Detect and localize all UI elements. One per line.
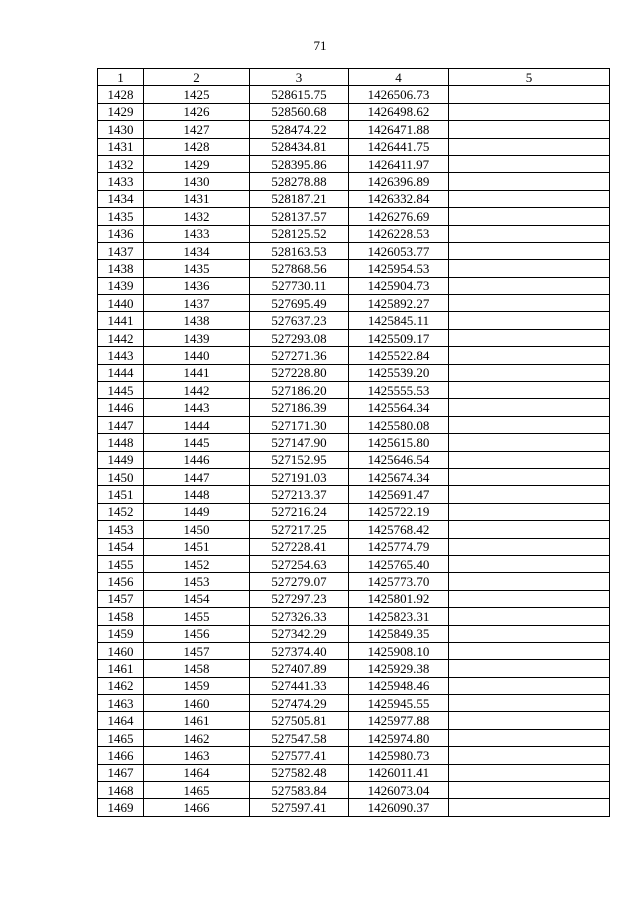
table-cell: 528474.22 <box>250 121 349 138</box>
table-cell: 1446 <box>98 399 144 416</box>
table-cell: 527505.81 <box>250 712 349 729</box>
table-row <box>98 747 610 764</box>
table-cell: 1425801.92 <box>349 590 449 607</box>
table-cell: 1425691.47 <box>349 486 449 503</box>
table-row <box>98 677 610 694</box>
table-row <box>98 608 610 625</box>
table-cell <box>449 121 610 138</box>
table-cell <box>449 590 610 607</box>
table-cell: 528137.57 <box>250 208 349 225</box>
table-cell: 528163.53 <box>250 242 349 259</box>
table-row <box>98 712 610 729</box>
table-cell: 527271.36 <box>250 347 349 364</box>
table-cell: 1451 <box>144 538 250 555</box>
table-cell: 1425555.53 <box>349 382 449 399</box>
table-cell: 1425980.73 <box>349 747 449 764</box>
table-cell: 1426506.73 <box>349 86 449 103</box>
table-cell: 1425823.31 <box>349 608 449 625</box>
table-cell: 527213.37 <box>250 486 349 503</box>
table-cell <box>449 190 610 207</box>
table-cell: 1426276.69 <box>349 208 449 225</box>
table-cell: 1467 <box>98 764 144 781</box>
table-cell: 1448 <box>98 434 144 451</box>
table-cell: 1438 <box>98 260 144 277</box>
table-row <box>98 538 610 555</box>
table-cell <box>449 764 610 781</box>
table-cell <box>449 677 610 694</box>
table-cell: 1455 <box>144 608 250 625</box>
table-cell: 527171.30 <box>250 416 349 433</box>
table-row <box>98 555 610 572</box>
table-cell: 527547.58 <box>250 729 349 746</box>
table-cell: 1437 <box>98 242 144 259</box>
table-cell: 1464 <box>98 712 144 729</box>
table-cell: 527326.33 <box>250 608 349 625</box>
table-row <box>98 242 610 259</box>
table-cell: 527374.40 <box>250 642 349 659</box>
table-row <box>98 729 610 746</box>
column-header: 3 <box>250 69 349 86</box>
table-row <box>98 625 610 642</box>
table-cell: 527228.41 <box>250 538 349 555</box>
table-cell: 1426332.84 <box>349 190 449 207</box>
table-cell: 1430 <box>144 173 250 190</box>
table-cell: 1462 <box>144 729 250 746</box>
table-cell: 1425539.20 <box>349 364 449 381</box>
table-cell: 1453 <box>98 521 144 538</box>
table-cell: 527637.23 <box>250 312 349 329</box>
table-row <box>98 347 610 364</box>
table-cell: 1425892.27 <box>349 295 449 312</box>
table-cell: 527191.03 <box>250 468 349 485</box>
table-row <box>98 155 610 172</box>
table-row <box>98 695 610 712</box>
table-cell: 1426053.77 <box>349 242 449 259</box>
table-cell: 527582.48 <box>250 764 349 781</box>
table-cell: 1443 <box>98 347 144 364</box>
table-cell: 1457 <box>144 642 250 659</box>
table-row <box>98 642 610 659</box>
table-cell: 1425615.80 <box>349 434 449 451</box>
table-cell: 1425773.70 <box>349 573 449 590</box>
table-cell <box>449 382 610 399</box>
table-cell: 1454 <box>144 590 250 607</box>
coordinates-table <box>97 68 610 817</box>
table-row <box>98 503 610 520</box>
table-cell: 1428 <box>98 86 144 103</box>
table-header <box>98 69 610 86</box>
table-cell: 1465 <box>144 782 250 799</box>
table-cell: 1425908.10 <box>349 642 449 659</box>
table-cell: 527293.08 <box>250 329 349 346</box>
table-cell: 1469 <box>98 799 144 816</box>
table-cell: 1462 <box>98 677 144 694</box>
table-cell: 1425904.73 <box>349 277 449 294</box>
page-number: 71 <box>313 38 327 53</box>
table-row <box>98 660 610 677</box>
column-header: 4 <box>349 69 449 86</box>
column-header: 5 <box>449 69 610 86</box>
table-cell: 1426073.04 <box>349 782 449 799</box>
table-cell: 1441 <box>144 364 250 381</box>
table-cell <box>449 225 610 242</box>
table-cell: 527147.90 <box>250 434 349 451</box>
table-cell: 1438 <box>144 312 250 329</box>
table-cell: 1443 <box>144 399 250 416</box>
table-cell: 1426396.89 <box>349 173 449 190</box>
table-cell <box>449 364 610 381</box>
table-cell: 1441 <box>98 312 144 329</box>
table-cell: 1425509.17 <box>349 329 449 346</box>
table-cell: 1425774.79 <box>349 538 449 555</box>
table-cell: 1432 <box>144 208 250 225</box>
table-row <box>98 260 610 277</box>
table-cell: 527186.39 <box>250 399 349 416</box>
table-cell: 527441.33 <box>250 677 349 694</box>
table-cell: 1433 <box>98 173 144 190</box>
table-cell <box>449 347 610 364</box>
table-cell: 1453 <box>144 573 250 590</box>
table-cell: 1425 <box>144 86 250 103</box>
table-cell <box>449 173 610 190</box>
table-cell: 527695.49 <box>250 295 349 312</box>
table-cell: 1456 <box>98 573 144 590</box>
table-cell: 1425977.88 <box>349 712 449 729</box>
table-cell: 1450 <box>144 521 250 538</box>
table-cell <box>449 208 610 225</box>
table-cell <box>449 729 610 746</box>
table-cell: 1435 <box>98 208 144 225</box>
table-cell: 1463 <box>144 747 250 764</box>
table-cell: 1427 <box>144 121 250 138</box>
table-cell: 527342.29 <box>250 625 349 642</box>
table-row <box>98 329 610 346</box>
table-cell: 1458 <box>144 660 250 677</box>
table-cell: 1426228.53 <box>349 225 449 242</box>
column-header: 2 <box>144 69 250 86</box>
table-cell: 1459 <box>98 625 144 642</box>
table-cell: 527297.23 <box>250 590 349 607</box>
table-cell: 1447 <box>144 468 250 485</box>
table-cell: 1431 <box>98 138 144 155</box>
table-cell: 1440 <box>98 295 144 312</box>
table-row <box>98 573 610 590</box>
table-cell: 1444 <box>98 364 144 381</box>
table-cell <box>449 660 610 677</box>
table-cell: 1425845.11 <box>349 312 449 329</box>
table-cell: 1429 <box>144 155 250 172</box>
table-cell: 528187.21 <box>250 190 349 207</box>
table-cell: 1445 <box>98 382 144 399</box>
table-cell: 1425768.42 <box>349 521 449 538</box>
table-cell <box>449 486 610 503</box>
table-row <box>98 138 610 155</box>
table-cell: 1449 <box>98 451 144 468</box>
table-cell: 1425580.08 <box>349 416 449 433</box>
table-cell: 1442 <box>98 329 144 346</box>
table-cell: 1432 <box>98 155 144 172</box>
table-cell: 528434.81 <box>250 138 349 155</box>
table-cell <box>449 712 610 729</box>
table-cell: 1464 <box>144 764 250 781</box>
table-cell <box>449 625 610 642</box>
table-cell: 1457 <box>98 590 144 607</box>
table-row <box>98 208 610 225</box>
table-cell: 1451 <box>98 486 144 503</box>
table-cell <box>449 538 610 555</box>
table-cell: 1450 <box>98 468 144 485</box>
table-row <box>98 225 610 242</box>
table-cell: 527217.25 <box>250 521 349 538</box>
table-cell <box>449 416 610 433</box>
table-cell <box>449 399 610 416</box>
table-cell: 1463 <box>98 695 144 712</box>
table-cell <box>449 242 610 259</box>
table-row <box>98 121 610 138</box>
table-cell <box>449 695 610 712</box>
table-cell: 1468 <box>98 782 144 799</box>
table-cell: 1425948.46 <box>349 677 449 694</box>
table-cell <box>449 642 610 659</box>
table-cell: 1440 <box>144 347 250 364</box>
table-cell <box>449 799 610 816</box>
table-cell: 1425674.34 <box>349 468 449 485</box>
table-cell: 528125.52 <box>250 225 349 242</box>
table-cell <box>449 573 610 590</box>
table-row <box>98 764 610 781</box>
table-cell: 1425929.38 <box>349 660 449 677</box>
table-cell <box>449 521 610 538</box>
table-cell <box>449 329 610 346</box>
table-cell <box>449 608 610 625</box>
table-row <box>98 173 610 190</box>
table-row <box>98 312 610 329</box>
table-cell: 528395.86 <box>250 155 349 172</box>
table-cell: 1425974.80 <box>349 729 449 746</box>
table-cell: 1434 <box>98 190 144 207</box>
table-cell <box>449 86 610 103</box>
table-cell: 527407.89 <box>250 660 349 677</box>
table-row <box>98 103 610 120</box>
table-row <box>98 277 610 294</box>
table-cell: 1425522.84 <box>349 347 449 364</box>
table-row <box>98 364 610 381</box>
table-cell <box>449 451 610 468</box>
table-cell: 527152.95 <box>250 451 349 468</box>
header-row <box>98 69 610 86</box>
table-cell: 1436 <box>98 225 144 242</box>
table-row <box>98 451 610 468</box>
table-cell: 1460 <box>144 695 250 712</box>
table-cell: 1426441.75 <box>349 138 449 155</box>
table-cell: 1446 <box>144 451 250 468</box>
table-row <box>98 295 610 312</box>
table-cell: 1439 <box>144 329 250 346</box>
table-row <box>98 382 610 399</box>
table-cell: 1426411.97 <box>349 155 449 172</box>
table-cell: 1425945.55 <box>349 695 449 712</box>
table-cell: 1426090.37 <box>349 799 449 816</box>
table-cell: 1436 <box>144 277 250 294</box>
table-row <box>98 434 610 451</box>
table-cell: 1465 <box>98 729 144 746</box>
table-cell: 527730.11 <box>250 277 349 294</box>
table-cell: 1431 <box>144 190 250 207</box>
table-cell: 1425646.54 <box>349 451 449 468</box>
table-cell: 1455 <box>98 555 144 572</box>
table-cell: 527228.80 <box>250 364 349 381</box>
table-cell: 527254.63 <box>250 555 349 572</box>
table-cell <box>449 312 610 329</box>
table-cell: 1426011.41 <box>349 764 449 781</box>
table-cell: 1454 <box>98 538 144 555</box>
table-cell: 1428 <box>144 138 250 155</box>
table-cell: 1458 <box>98 608 144 625</box>
table-row <box>98 399 610 416</box>
table-cell: 1425954.53 <box>349 260 449 277</box>
table-cell: 1447 <box>98 416 144 433</box>
table-cell: 528615.75 <box>250 86 349 103</box>
table-cell: 1456 <box>144 625 250 642</box>
column-header: 1 <box>98 69 144 86</box>
table-cell: 528560.68 <box>250 103 349 120</box>
table-row <box>98 416 610 433</box>
table-cell: 1425765.40 <box>349 555 449 572</box>
table-row <box>98 521 610 538</box>
table-cell: 1435 <box>144 260 250 277</box>
table-cell <box>449 155 610 172</box>
table-cell <box>449 103 610 120</box>
table-cell <box>449 138 610 155</box>
table-cell: 1442 <box>144 382 250 399</box>
table-cell: 527577.41 <box>250 747 349 764</box>
table-cell: 1439 <box>98 277 144 294</box>
table-cell: 1444 <box>144 416 250 433</box>
table-cell: 1425564.34 <box>349 399 449 416</box>
table-cell: 527868.56 <box>250 260 349 277</box>
table-cell: 1426 <box>144 103 250 120</box>
table-row <box>98 86 610 103</box>
table-cell: 528278.88 <box>250 173 349 190</box>
table-cell: 1430 <box>98 121 144 138</box>
table-cell <box>449 277 610 294</box>
table-cell <box>449 503 610 520</box>
table-cell: 1448 <box>144 486 250 503</box>
table-cell: 1459 <box>144 677 250 694</box>
table-body <box>98 86 610 816</box>
table-cell: 527216.24 <box>250 503 349 520</box>
table-cell: 1434 <box>144 242 250 259</box>
table-cell: 1437 <box>144 295 250 312</box>
table-cell <box>449 555 610 572</box>
table-cell <box>449 468 610 485</box>
table-cell: 1461 <box>144 712 250 729</box>
table-cell <box>449 295 610 312</box>
table-row <box>98 486 610 503</box>
table-cell: 1460 <box>98 642 144 659</box>
table-row <box>98 190 610 207</box>
table-cell: 1426471.88 <box>349 121 449 138</box>
table-cell: 1466 <box>144 799 250 816</box>
table-cell: 1425722.19 <box>349 503 449 520</box>
table-cell <box>449 782 610 799</box>
table-cell <box>449 260 610 277</box>
table-row <box>98 799 610 816</box>
table-cell: 527583.84 <box>250 782 349 799</box>
table-cell: 1433 <box>144 225 250 242</box>
table-cell: 1449 <box>144 503 250 520</box>
table-cell <box>449 747 610 764</box>
table-cell: 1452 <box>98 503 144 520</box>
table-cell: 527597.41 <box>250 799 349 816</box>
table-cell: 1425849.35 <box>349 625 449 642</box>
table-cell: 1445 <box>144 434 250 451</box>
table-cell: 527474.29 <box>250 695 349 712</box>
table-cell: 527186.20 <box>250 382 349 399</box>
table-row <box>98 468 610 485</box>
table-cell: 1426498.62 <box>349 103 449 120</box>
table-row <box>98 590 610 607</box>
table-cell: 1466 <box>98 747 144 764</box>
table-cell: 527279.07 <box>250 573 349 590</box>
table-cell: 1452 <box>144 555 250 572</box>
table-row <box>98 782 610 799</box>
table-cell: 1429 <box>98 103 144 120</box>
table-cell <box>449 434 610 451</box>
table-cell: 1461 <box>98 660 144 677</box>
